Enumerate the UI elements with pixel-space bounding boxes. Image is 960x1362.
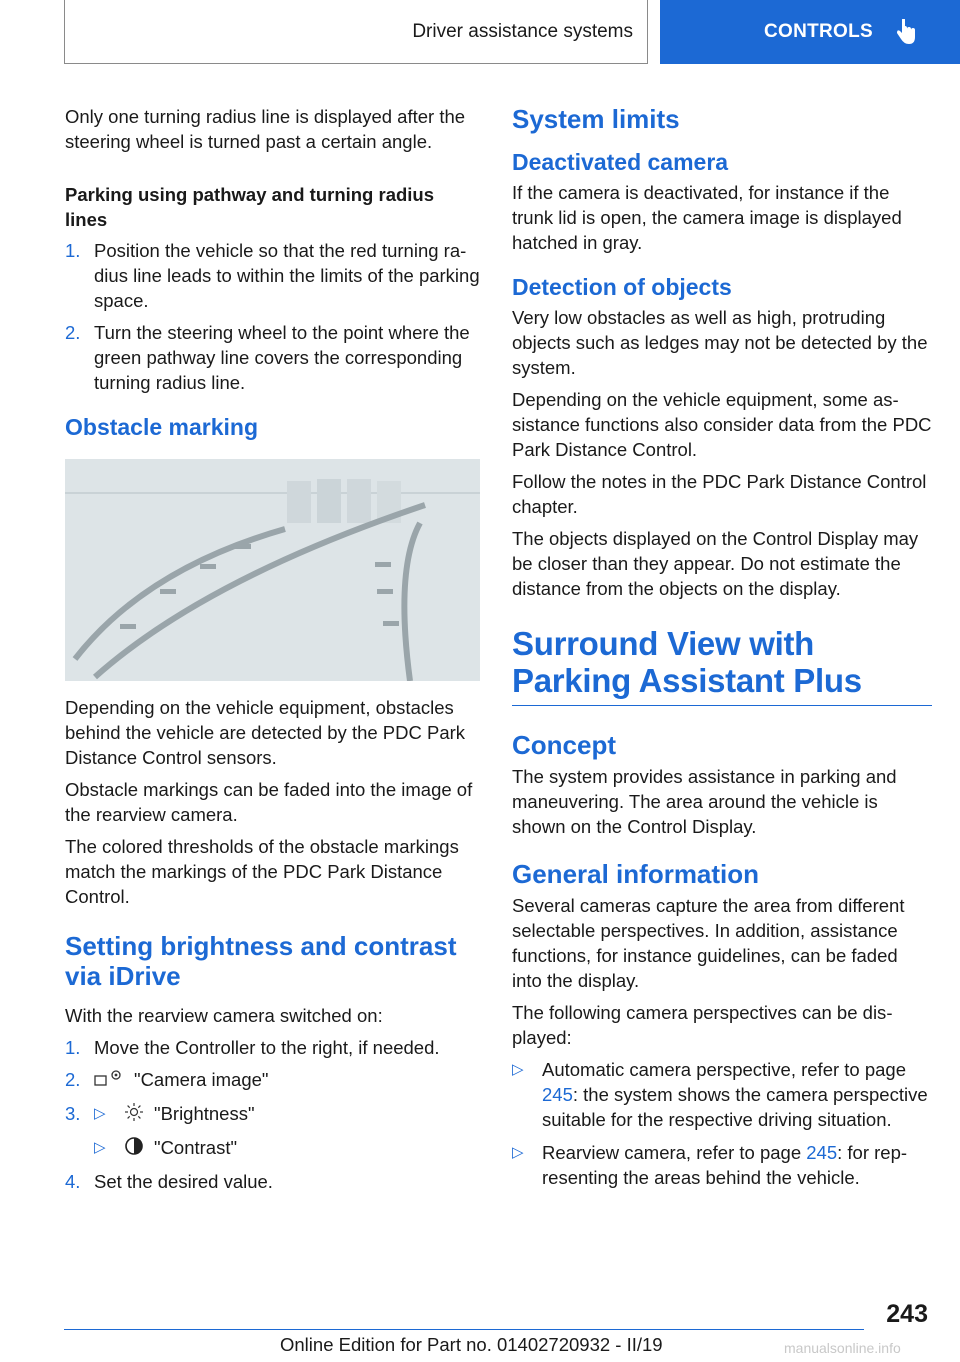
header-chapter-title: CONTROLS <box>764 21 874 42</box>
obstacle-paragraph: The colored thresholds of the obstacle markings match the markings of the PDC Park Distance Control. <box>65 836 459 907</box>
right-column <box>512 104 932 1198</box>
list-item <box>512 1140 932 1190</box>
step-number: 2. <box>65 322 81 343</box>
left-column <box>65 104 480 1201</box>
step-number: 3. <box>65 1103 81 1125</box>
header-section <box>64 0 648 64</box>
list-item <box>65 320 480 395</box>
intro-paragraph: Only one turning radius line is displayed after the steering wheel is turned past a certain angle. <box>65 106 466 152</box>
step-number: 1. <box>65 240 81 261</box>
list-item <box>65 1067 480 1094</box>
header-section-title: Driver assistance systems <box>412 20 633 42</box>
deactivated-paragraph: If the camera is deactivated, for instance if the trunk lid is open, the camera image is displayed hatched in gray. <box>512 182 902 253</box>
footer-rule <box>64 1329 864 1330</box>
camera-settings-icon <box>94 1068 124 1094</box>
bullet-text: Rearview camera, refer to page <box>542 1142 807 1163</box>
step-text: "Contrast" <box>154 1137 238 1159</box>
obstacle-heading: Obstacle marking <box>65 414 259 440</box>
bullet-marker: ▷ <box>512 1061 524 1078</box>
step-text: "Camera image" <box>134 1069 269 1090</box>
step-number: 1. <box>65 1037 81 1058</box>
page-number: 243 <box>886 1300 928 1328</box>
bullet-text: Automatic camera perspective, refer to page <box>542 1059 907 1080</box>
list-item <box>65 238 480 313</box>
detection-paragraph: Follow the notes in the PDC Park Distance Control chapter. <box>512 471 927 517</box>
list-item <box>512 1057 932 1132</box>
system-limits-heading: System limits <box>512 104 680 134</box>
general-paragraph: Several cameras capture the area from different selectable perspectives. In addition, assistance functions, for instance guidelines, can be faded into the display. <box>512 895 905 991</box>
parking-subheading: Parking using pathway and turning radius lines <box>65 184 435 230</box>
deactivated-camera-heading: Deactivated camera <box>512 149 729 175</box>
step-text: Set the desired value. <box>94 1171 273 1193</box>
header-chapter <box>660 0 960 64</box>
list-item <box>65 1035 480 1060</box>
list-item <box>65 1169 480 1194</box>
obstacle-paragraph: Obstacle markings can be faded into the image of the rearview camera. <box>65 779 473 825</box>
footer-edition: Online Edition for Part no. 01402720932 - II/19 <box>280 1334 663 1355</box>
obstacle-marking-illustration <box>65 459 480 681</box>
brightness-steps <box>65 1035 480 1194</box>
page-link-245[interactable]: 245 <box>806 1142 838 1163</box>
surround-view-heading: Surround View with Parking Assistant Plus <box>512 625 932 706</box>
list-item <box>65 1135 480 1162</box>
step-text: Position the vehicle so that the red turning radius line leads to within the limits of the parking space. <box>94 240 480 311</box>
bullet-text: : the system shows the camera perspective suitable for the respective driving situation. <box>542 1084 928 1130</box>
footer-watermark: manualsonline.info <box>784 1340 901 1356</box>
bullet-text: : for representing the areas behind the vehicle. <box>542 1142 908 1188</box>
concept-heading: Concept <box>512 730 616 760</box>
brightness-intro: With the rearview camera switched on: <box>65 1005 383 1026</box>
detection-paragraph: Very low obstacles as well as high, protruding objects such as ledges may not be detected by the system. <box>512 307 928 378</box>
pointing-hand-icon <box>895 19 917 45</box>
bullet-marker: ▷ <box>94 1139 106 1157</box>
bullet-marker: ▷ <box>512 1144 524 1161</box>
detection-paragraph: Depending on the vehicle equipment, some assistance functions also consider data from the PDC Park Distance Control. <box>512 389 932 460</box>
step-number: 2. <box>65 1069 81 1090</box>
brightness-icon <box>124 1102 144 1128</box>
step-number: 4. <box>65 1171 81 1193</box>
page-link-245[interactable]: 245 <box>542 1084 573 1105</box>
general-paragraph: The following camera perspectives can be displayed: <box>512 1002 893 1048</box>
general-info-heading: General information <box>512 859 760 889</box>
step-text: "Brightness" <box>154 1103 255 1125</box>
bullet-marker: ▷ <box>94 1105 106 1123</box>
list-item <box>65 1101 480 1128</box>
detection-paragraph: The objects displayed on the Control Display may be closer than they appear. Do not estimate the distance from the objects on the display. <box>512 528 919 599</box>
concept-paragraph: The system provides assistance in parking and maneuvering. The area around the vehicle is shown on the Control Display. <box>512 766 897 837</box>
contrast-icon <box>124 1136 144 1162</box>
obstacle-paragraph: Depending on the vehicle equipment, obstacles behind the vehicle are detected by the PDC Park Distance Control sensors. <box>65 697 466 768</box>
camera-perspective-list <box>512 1057 932 1190</box>
brightness-heading: Setting brightness and contrast via iDrive <box>65 931 457 991</box>
step-text: Move the Controller to the right, if needed. <box>94 1037 440 1058</box>
detection-heading: Detection of objects <box>512 274 732 300</box>
step-text: Turn the steering wheel to the point where the green pathway line covers the corresponding turning radius line. <box>94 322 470 393</box>
parking-steps <box>65 238 480 395</box>
